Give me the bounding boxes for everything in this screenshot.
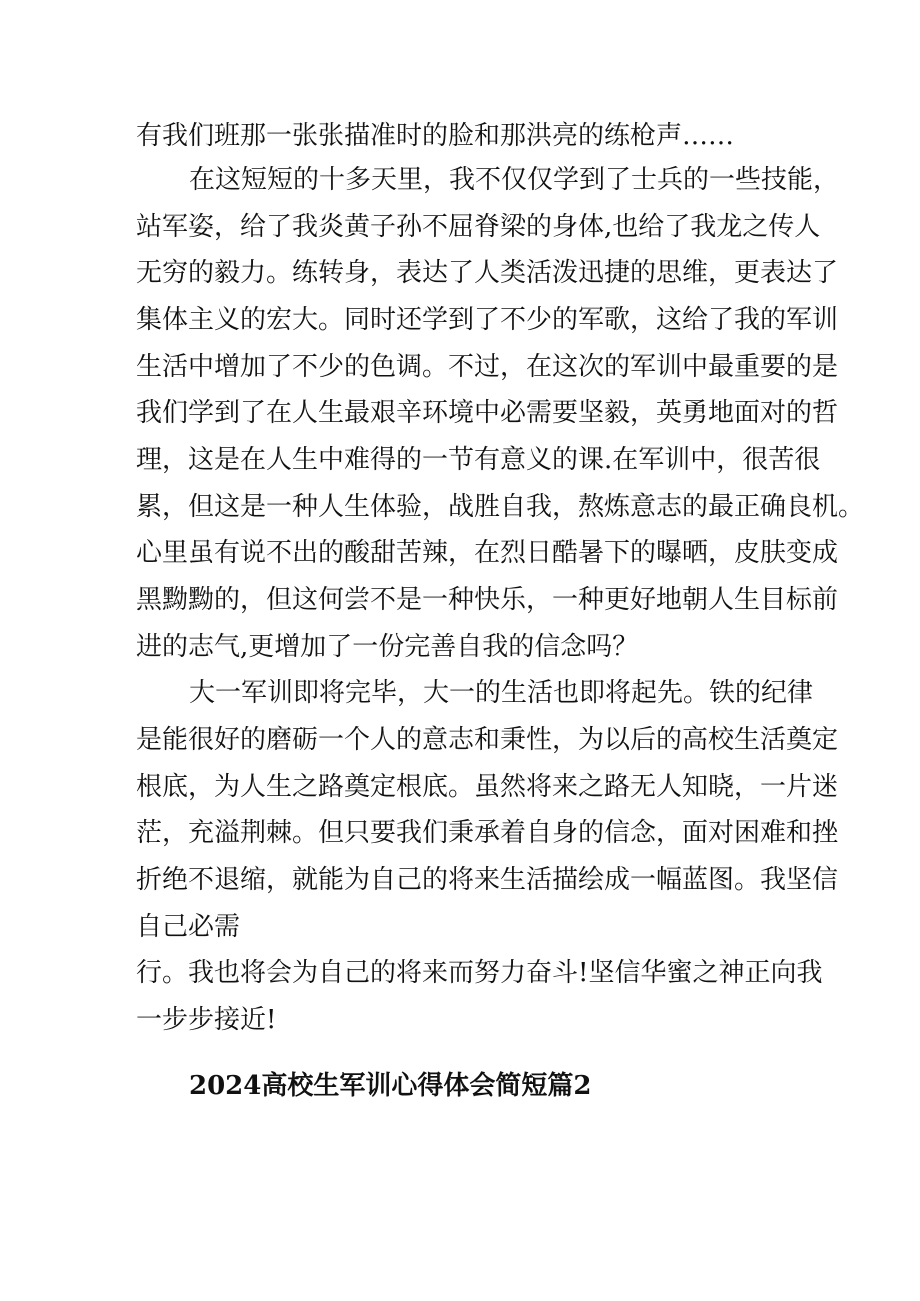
paragraph-2-line-5: 折绝不退缩，就能为自己的将来生活描绘成一幅蓝图。我坚信 <box>136 865 839 895</box>
paragraph-2-line-3: 根底，为人生之路奠定根底。虽然将来之路无人知晓，一片迷 <box>136 772 839 802</box>
paragraph-1-line-5: 生活中增加了不少的色调。不过，在这次的军训中最重要的是 <box>136 352 839 382</box>
paragraph-1-line-7: 理，这是在人生中难得的一节有意义的课.在军训中，很苦很 <box>136 445 821 475</box>
paragraph-1-line-4: 集体主义的宏大。同时还学到了不少的军歌，这给了我的军训 <box>136 305 839 335</box>
paragraph-1-line-8: 累，但这是一种人生体验，战胜自我，熬炼意志的最正确良机。 <box>136 492 865 522</box>
paragraph-1-line-3: 无穷的毅力。练转身，表达了人类活泼迅捷的思维，更表达了 <box>136 258 839 288</box>
paragraph-1-line-10: 黑黝黝的，但这何尝不是一种快乐，一种更好地朝人生目标前 <box>136 585 839 615</box>
paragraph-3-line-1: 行。我也将会为自己的将来而努力奋斗!坚信华蜜之神正向我 <box>136 958 823 988</box>
paragraph-2-line-1: 大一军训即将完毕，大一的生活也即将起先。铁的纪律 <box>189 678 814 708</box>
paragraph-1-line-1: 在这短短的十多天里，我不仅仅学到了士兵的一些技能， <box>189 165 840 195</box>
paragraph-1-line-2: 站军姿，给了我炎黄子孙不屈脊梁的身体,也给了我龙之传人 <box>136 212 821 242</box>
paragraph-1-line-11: 进的志气,更增加了一份完善自我的信念吗？ <box>136 632 639 662</box>
paragraph-2-line-4: 茫，充溢荆棘。但只要我们秉承着自身的信念，面对困难和挫 <box>136 818 839 848</box>
paragraph-2-line-2: 是能很好的磨砺一个人的意志和秉性，为以后的高校生活奠定 <box>136 725 839 755</box>
section-heading: 2024高校生军训心得体会简短篇2 <box>189 1071 592 1101</box>
paragraph-2-line-6: 自己必需 <box>136 912 241 942</box>
paragraph-1-line-9: 心里虽有说不出的酸甜苦辣，在烈日酷暑下的曝晒，皮肤变成 <box>136 538 839 568</box>
paragraph-1-line-6: 我们学到了在人生最艰辛环境中必需要坚毅，英勇地面对的哲 <box>136 398 839 428</box>
text-line-1: 有我们班那一张张描准时的脸和那洪亮的练枪声…… <box>136 121 735 151</box>
paragraph-3-line-2: 一步步接近! <box>136 1005 277 1035</box>
